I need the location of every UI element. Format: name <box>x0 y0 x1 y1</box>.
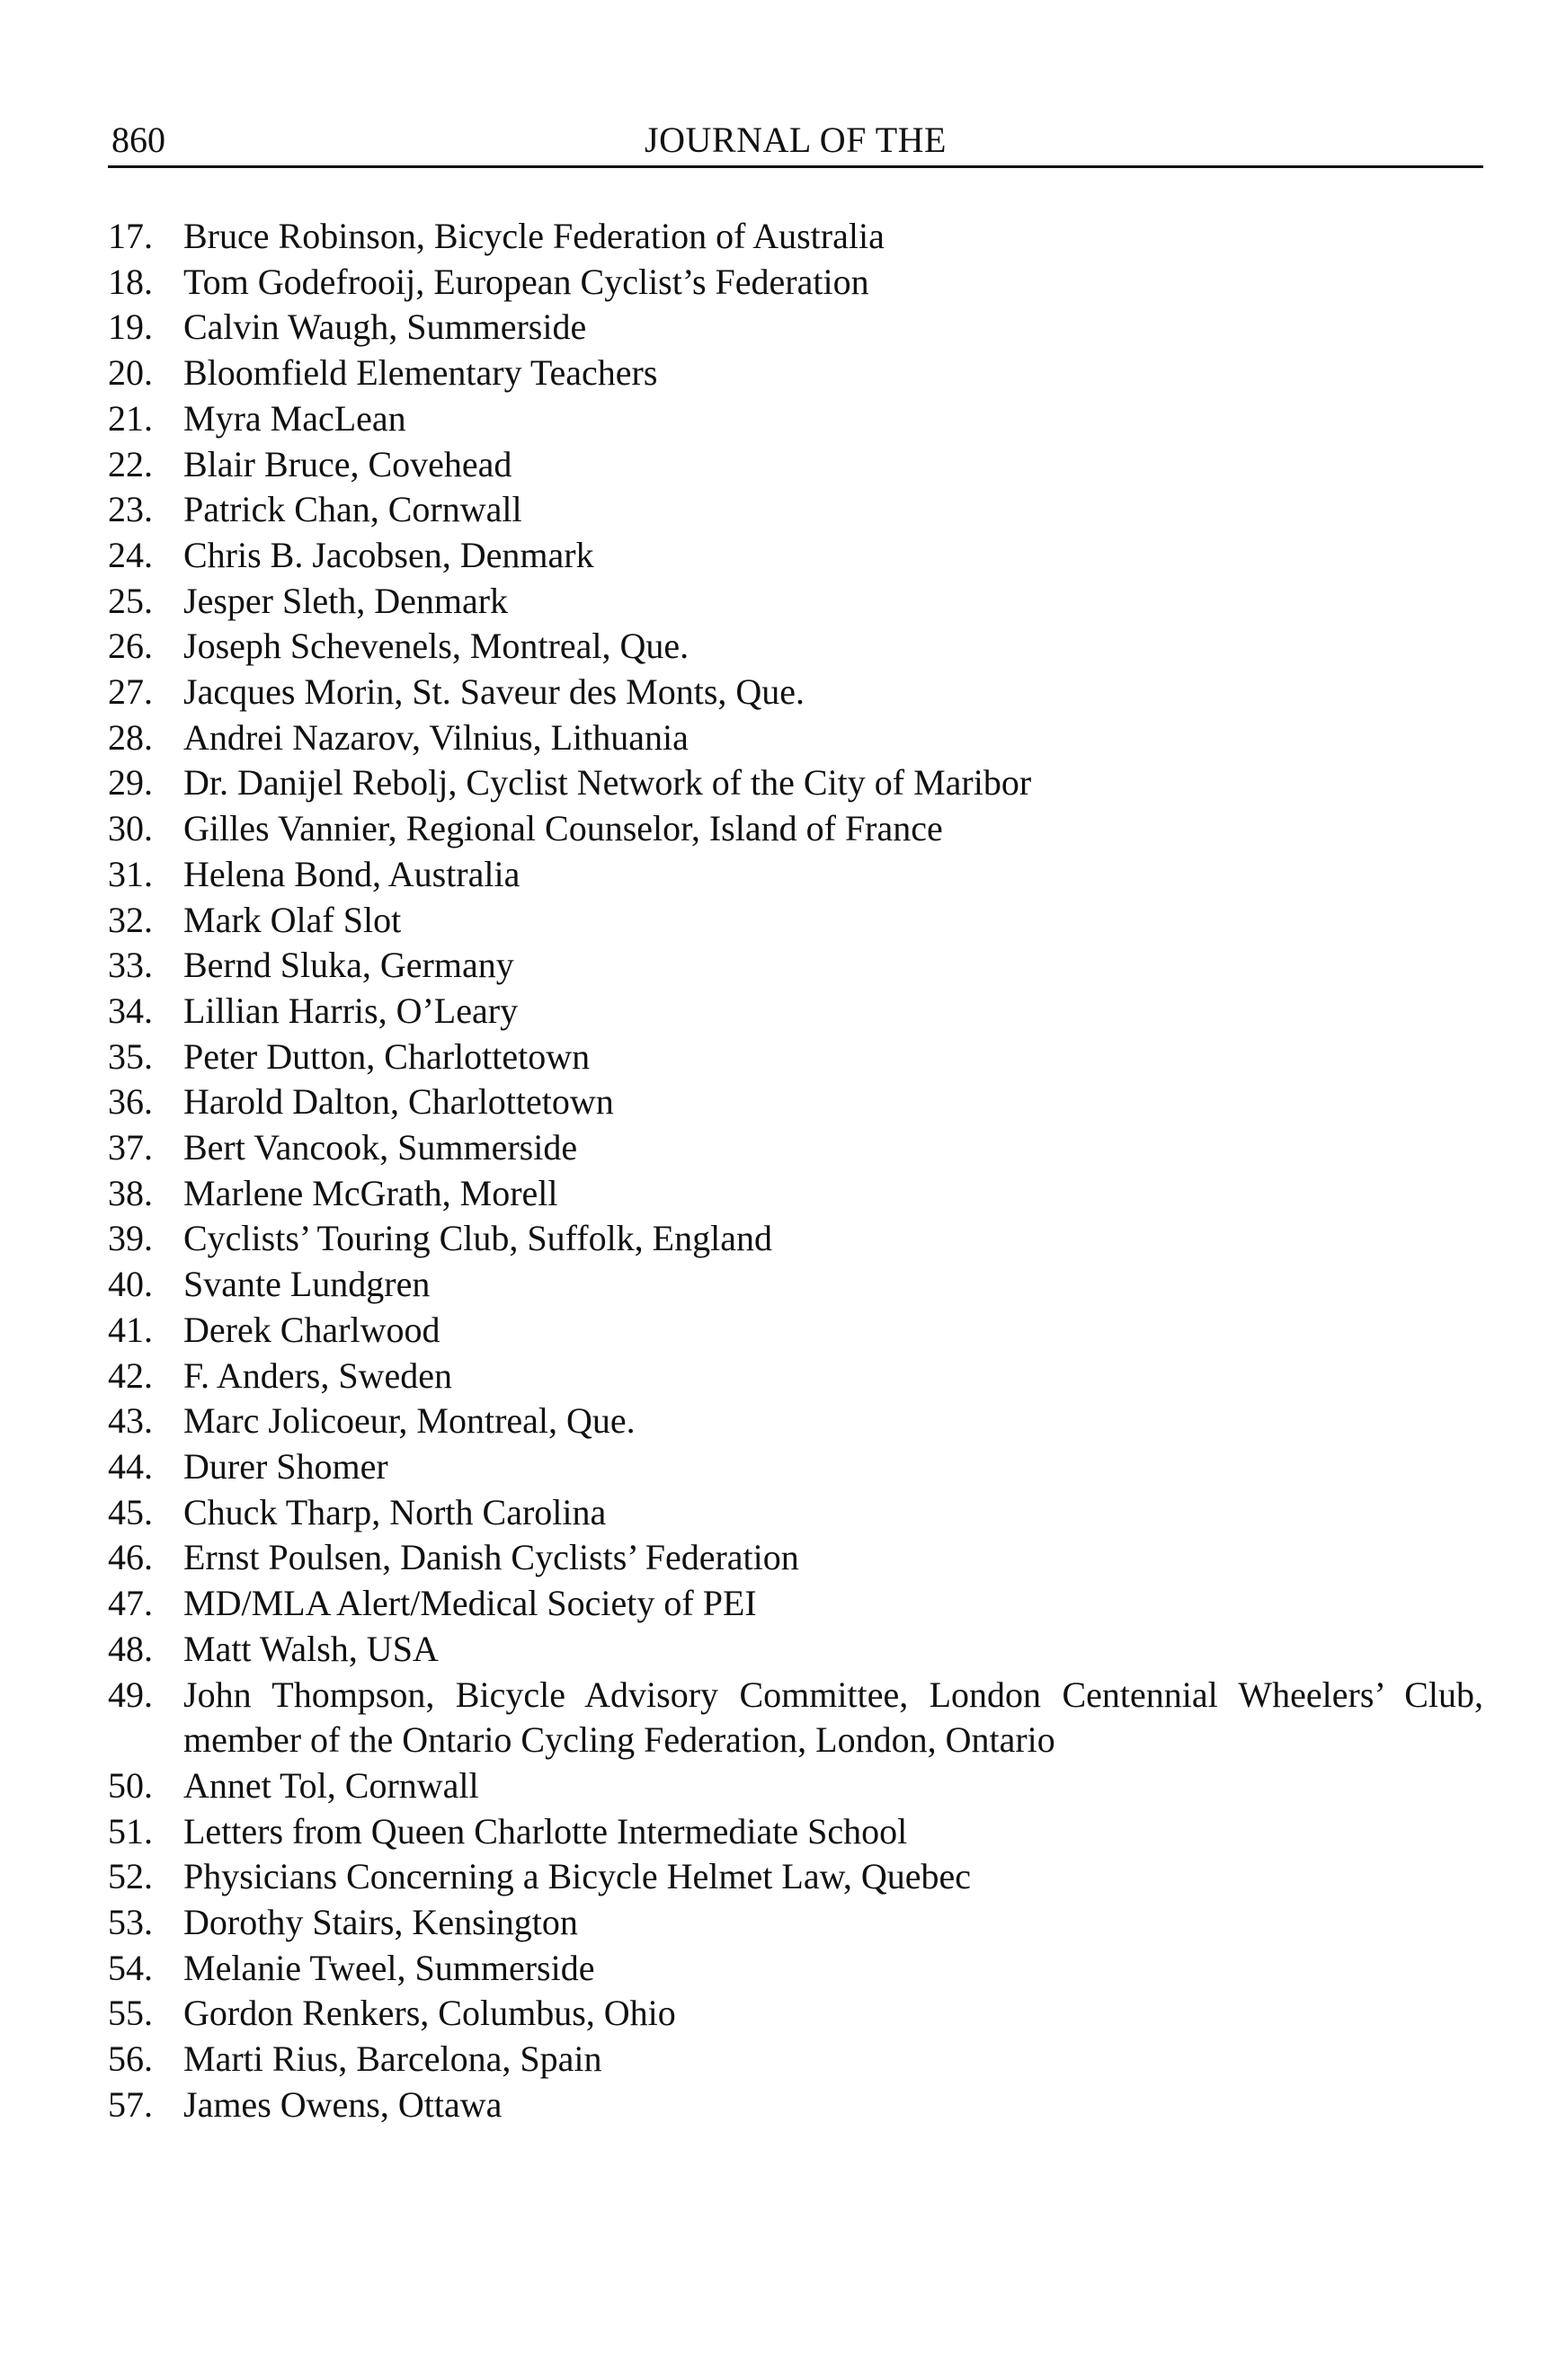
list-item-text: Joseph Schevenels, Montreal, Que. <box>183 626 690 667</box>
list-item-number: 44. <box>108 1445 153 1487</box>
list-item <box>108 1490 1483 1536</box>
list-item <box>108 1854 1483 1900</box>
list-item-number: 49. <box>108 1674 153 1715</box>
list-item-number: 36. <box>108 1081 153 1123</box>
list-item <box>108 806 1483 852</box>
list-item-number: 43. <box>108 1400 153 1442</box>
list-item <box>108 943 1483 989</box>
list-item-number: 42. <box>108 1354 153 1396</box>
list-item-number: 50. <box>108 1764 153 1806</box>
list-item-number: 32. <box>108 899 153 940</box>
list-item-number: 51. <box>108 1810 153 1852</box>
list-item <box>108 260 1483 306</box>
list-item <box>108 214 1483 260</box>
list-item-text: Letters from Queen Charlotte Intermediate School <box>183 1810 908 1852</box>
list-item-text: Peter Dutton, Charlottetown <box>183 1035 591 1077</box>
list-item <box>108 2037 1483 2082</box>
list-item-text: Dorothy Stairs, Kensington <box>183 1902 578 1943</box>
list-item-text: Chuck Tharp, North Carolina <box>183 1491 607 1532</box>
list-item <box>108 442 1483 488</box>
list-item-text: Bruce Robinson, Bicycle Federation of Australia <box>183 216 885 256</box>
list-item-text: Matt Walsh, USA <box>183 1628 439 1669</box>
list-item-text: Physicians Concerning a Bicycle Helmet Law, Quebec <box>183 1856 972 1897</box>
submission-list <box>108 214 1483 2128</box>
list-item-number: 17. <box>108 216 153 256</box>
list-item <box>108 1399 1483 1444</box>
list-item-number: 37. <box>108 1127 153 1168</box>
list-item-text: Bernd Sluka, Germany <box>183 945 514 986</box>
list-item-number: 22. <box>108 443 153 484</box>
list-item <box>108 1216 1483 1262</box>
list-item-text: Jesper Sleth, Denmark <box>183 580 509 621</box>
list-item-text: Svante Lundgren <box>183 1264 431 1305</box>
list-item-text: MD/MLA Alert/Medical Society of PEI <box>183 1583 757 1624</box>
list-item <box>108 396 1483 442</box>
list-item <box>108 1809 1483 1855</box>
list-item-number: 56. <box>108 2038 153 2080</box>
list-item-number: 47. <box>108 1583 153 1624</box>
list-item-text: Marc Jolicoeur, Montreal, Que. <box>183 1400 636 1442</box>
list-item-number: 48. <box>108 1628 153 1669</box>
list-item <box>108 1581 1483 1627</box>
running-head: JOURNAL OF THE <box>645 120 947 160</box>
list-item-text: Harold Dalton, Charlottetown <box>183 1081 614 1123</box>
list-item <box>108 579 1483 625</box>
list-item <box>108 1627 1483 1673</box>
list-item <box>108 1262 1483 1308</box>
list-item-number: 31. <box>108 853 153 894</box>
list-item <box>108 989 1483 1035</box>
page-header <box>108 117 1483 164</box>
list-item-text: Tom Godefrooij, European Cyclist’s Federation <box>183 261 869 302</box>
list-item-text: Blair Bruce, Covehead <box>183 443 512 484</box>
list-item-text: Andrei Nazarov, Vilnius, Lithuania <box>183 716 689 758</box>
list-item-number: 27. <box>108 671 153 713</box>
list-item <box>108 1354 1483 1399</box>
list-item-text: F. Anders, Sweden <box>183 1354 453 1396</box>
list-item-text: Bert Vancook, Summerside <box>183 1127 578 1168</box>
list-item-number: 39. <box>108 1218 153 1259</box>
list-item <box>108 898 1483 944</box>
list-item <box>108 1900 1483 1946</box>
list-item-number: 41. <box>108 1309 153 1350</box>
list-item-number: 19. <box>108 306 153 348</box>
list-item <box>108 1308 1483 1354</box>
list-item <box>108 1035 1483 1080</box>
list-item-text: John Thompson, Bicycle Advisory Committee, London Centennial Wheelers’ Club, member of the Ontario Cycling Federation, London, Ontario <box>183 1674 1483 1761</box>
list-item <box>108 852 1483 898</box>
list-item-number: 34. <box>108 990 153 1031</box>
list-item-number: 45. <box>108 1491 153 1532</box>
list-item-text: James Owens, Ottawa <box>183 2083 503 2125</box>
list-item <box>108 1535 1483 1581</box>
list-item <box>108 760 1483 806</box>
list-item-number: 33. <box>108 945 153 986</box>
list-item-number: 24. <box>108 534 153 575</box>
list-item-text: Gilles Vannier, Regional Counselor, Island of France <box>183 808 943 849</box>
list-item <box>108 533 1483 579</box>
list-item-number: 21. <box>108 397 153 439</box>
list-item-text: Bloomfield Elementary Teachers <box>183 352 658 394</box>
list-item-number: 23. <box>108 489 153 530</box>
header-rule <box>108 165 1483 168</box>
list-item-number: 18. <box>108 261 153 302</box>
list-item <box>108 487 1483 533</box>
list-item <box>108 305 1483 351</box>
list-item <box>108 624 1483 670</box>
list-item <box>108 715 1483 761</box>
list-item-text: Durer Shomer <box>183 1445 388 1487</box>
list-item <box>108 1079 1483 1125</box>
list-item <box>108 1763 1483 1809</box>
list-item-text: Cyclists’ Touring Club, Suffolk, England <box>183 1218 772 1259</box>
list-item <box>108 1991 1483 2037</box>
list-item-text: Chris B. Jacobsen, Denmark <box>183 534 594 575</box>
list-item-text: Dr. Danijel Rebolj, Cyclist Network of the City of Maribor <box>183 762 1032 804</box>
list-item <box>108 1444 1483 1490</box>
list-item-text: Melanie Tweel, Summerside <box>183 1947 595 1988</box>
list-item-number: 28. <box>108 716 153 758</box>
list-item <box>108 351 1483 396</box>
list-item-number: 57. <box>108 2083 153 2125</box>
list-item <box>108 1171 1483 1217</box>
list-item-text: Derek Charlwood <box>183 1309 440 1350</box>
list-item-text: Marlene McGrath, Morell <box>183 1172 558 1213</box>
list-item-text: Gordon Renkers, Columbus, Ohio <box>183 1993 676 2034</box>
list-item-number: 52. <box>108 1856 153 1897</box>
list-item-number: 46. <box>108 1537 153 1578</box>
list-item-number: 40. <box>108 1264 153 1305</box>
list-item <box>108 1125 1483 1171</box>
list-item-text: Myra MacLean <box>183 397 406 439</box>
list-item-number: 30. <box>108 808 153 849</box>
list-item-text: Calvin Waugh, Summerside <box>183 306 587 348</box>
page-number: 860 <box>111 120 165 160</box>
list-item-number: 54. <box>108 1947 153 1988</box>
list-item-text: Patrick Chan, Cornwall <box>183 489 522 530</box>
list-item-number: 20. <box>108 352 153 394</box>
list-item-text: Marti Rius, Barcelona, Spain <box>183 2038 602 2080</box>
list-item-number: 55. <box>108 1993 153 2034</box>
list-item <box>108 1946 1483 1992</box>
list-item-number: 29. <box>108 762 153 804</box>
list-item-text: Mark Olaf Slot <box>183 899 402 940</box>
list-item-number: 25. <box>108 580 153 621</box>
list-item-text: Ernst Poulsen, Danish Cyclists’ Federation <box>183 1537 799 1578</box>
list-item <box>108 2082 1483 2128</box>
list-item-number: 53. <box>108 1902 153 1943</box>
list-item-text: Jacques Morin, St. Saveur des Monts, Que. <box>183 671 805 713</box>
list-item-text: Lillian Harris, O’Leary <box>183 990 519 1031</box>
list-item-number: 35. <box>108 1035 153 1077</box>
list-item-text: Annet Tol, Cornwall <box>183 1764 479 1806</box>
list-item-number: 38. <box>108 1172 153 1213</box>
list-item-number: 26. <box>108 626 153 667</box>
list-item <box>108 1673 1483 1763</box>
list-item <box>108 670 1483 715</box>
list-item-text: Helena Bond, Australia <box>183 853 520 894</box>
